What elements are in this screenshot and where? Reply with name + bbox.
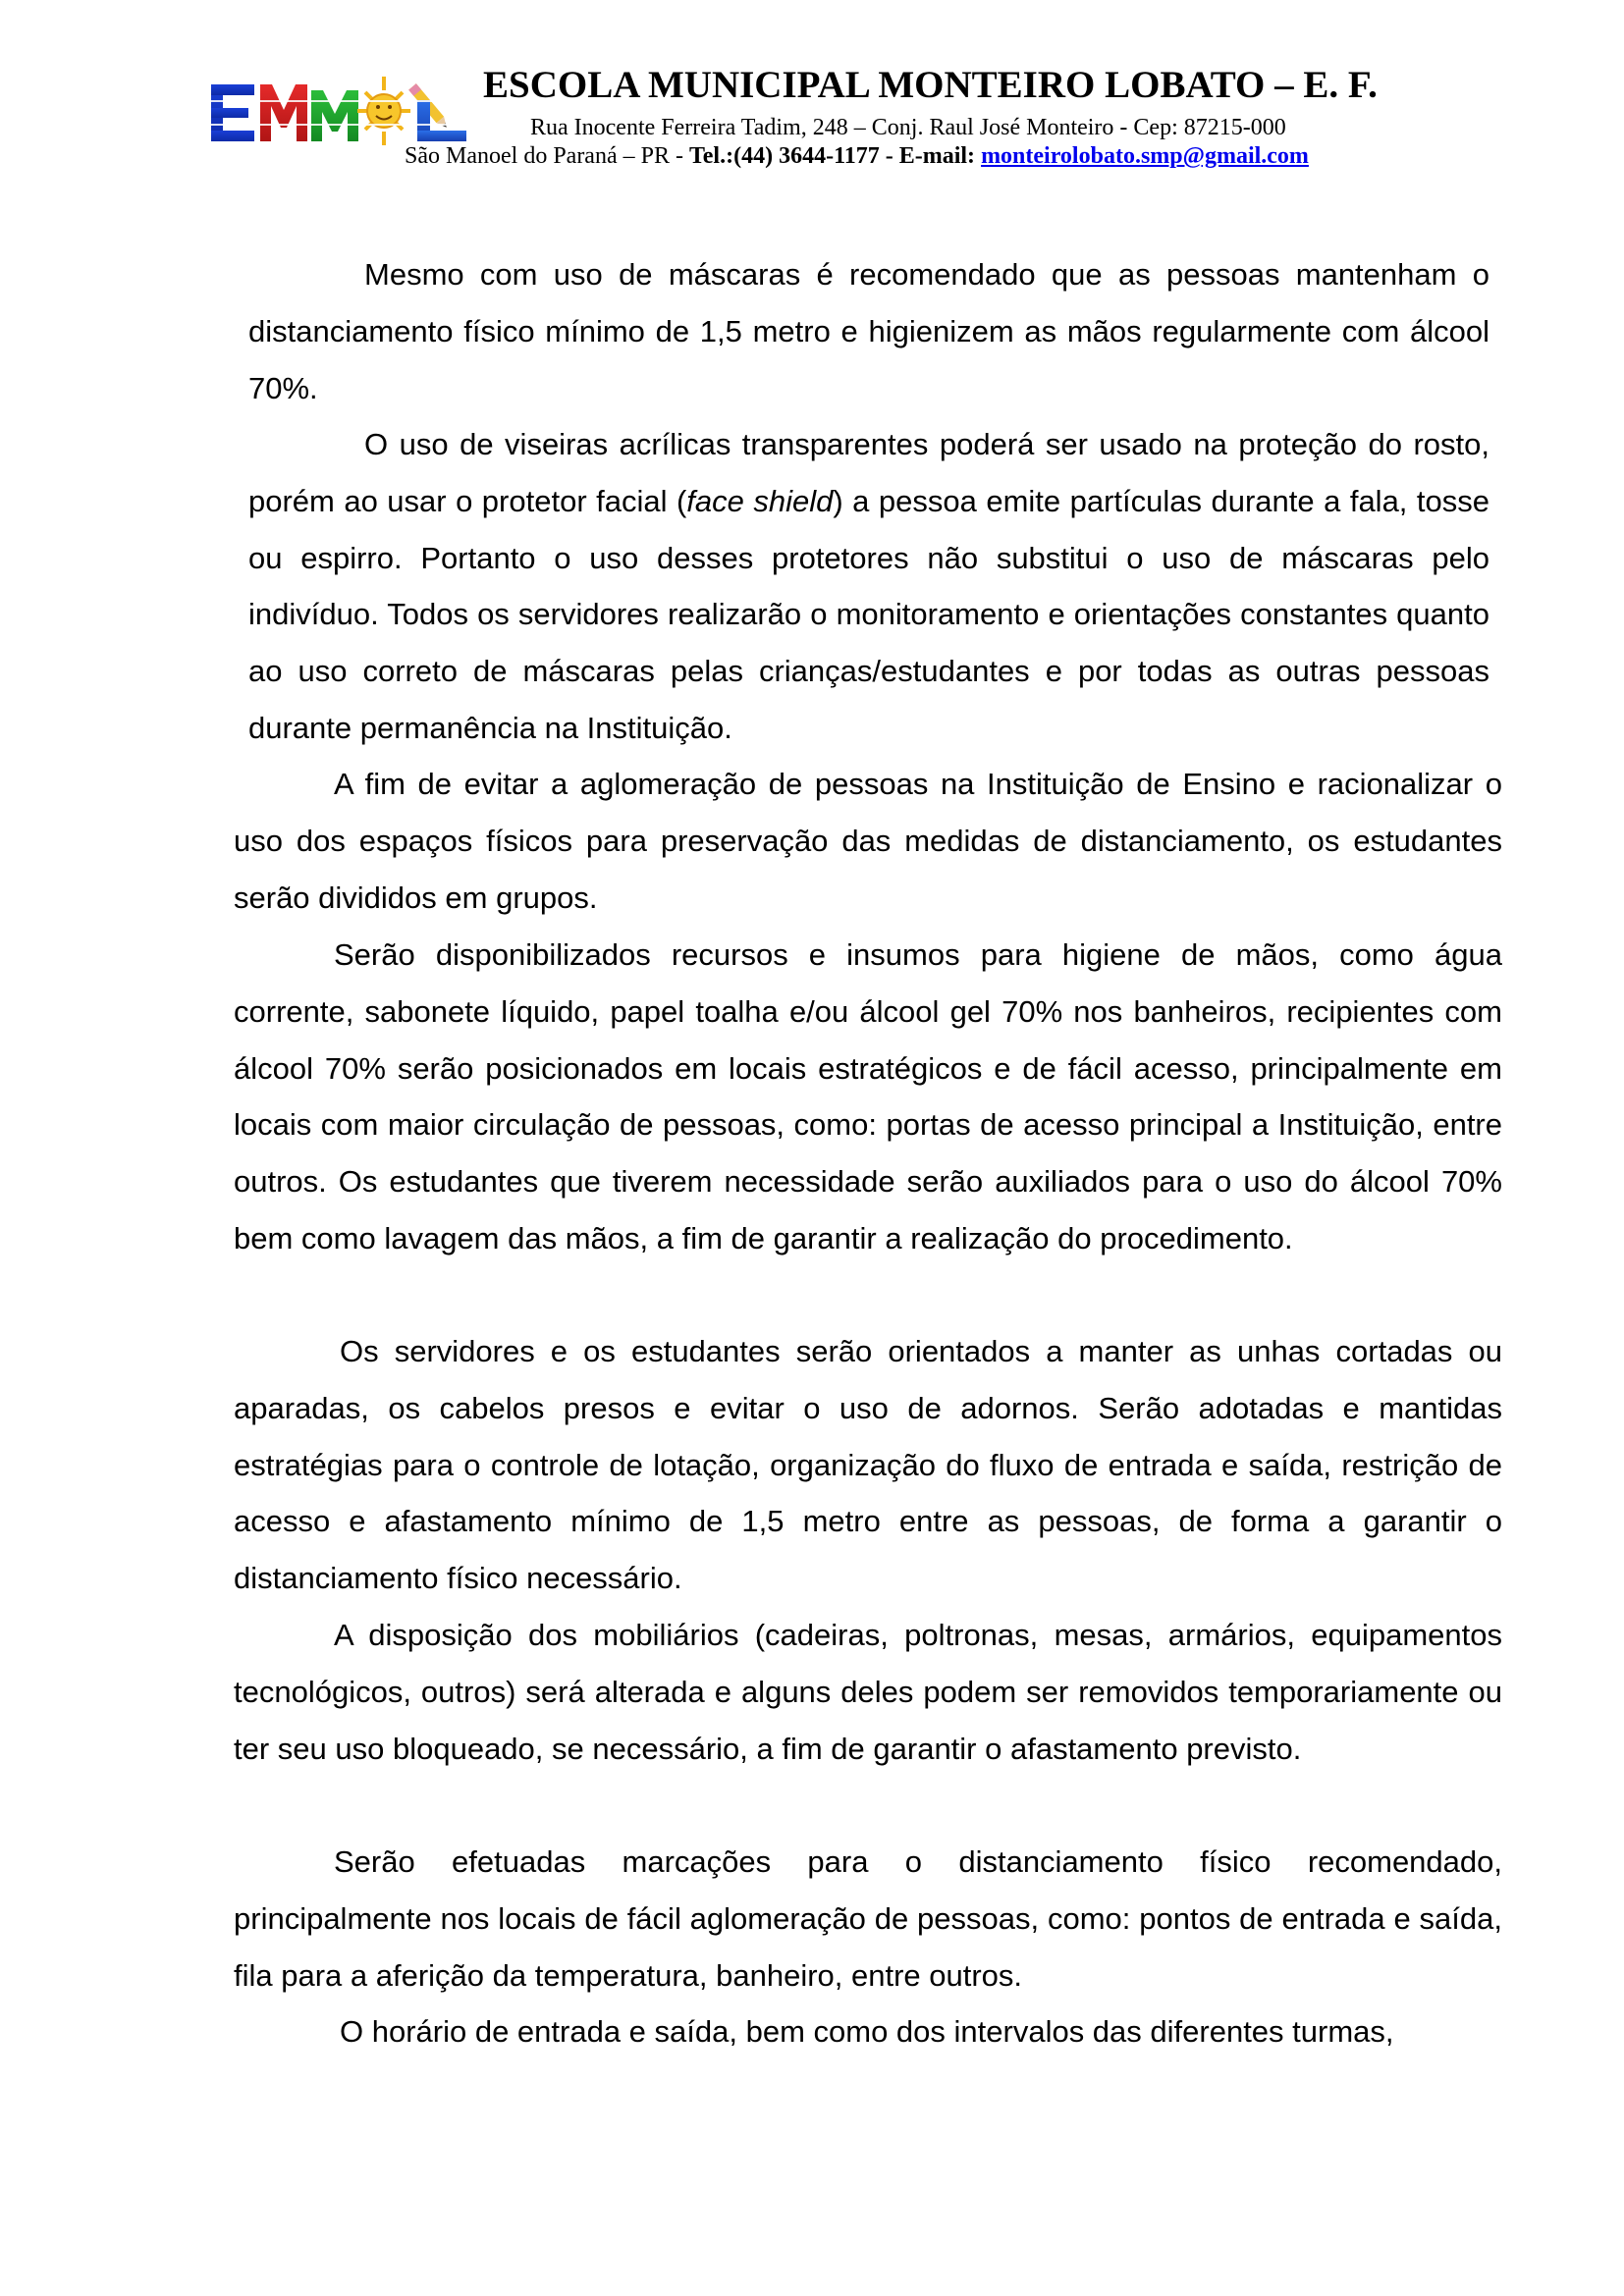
paragraph-schedule: O horário de entrada e saída, bem como dos intervalos das diferentes turmas, — [340, 2014, 1394, 2049]
school-name: ESCOLA MUNICIPAL MONTEIRO LOBATO – E. F. — [483, 64, 1378, 106]
paragraph-masks-distancing: Mesmo com uso de máscaras é recomendado que as pessoas mantenham o distanciamento físico mínimo de 1,5 metro e higienizem as mãos regularmente com álcool 70%. — [248, 257, 1489, 405]
paragraph-furniture: A disposição dos mobiliários (cadeiras, poltronas, mesas, armários, equipamentos tecnológicos, outros) será alterada e alguns deles podem ser removidos temporariamente ou ter seu uso bloqueado, se necessário, a fim de garantir o afastamento previsto. — [234, 1618, 1502, 1766]
face-shield-text-end: ) a pessoa emite partículas durante a fala, tosse ou espirro. Portanto o uso desses protetores não substitui o uso de máscaras pelo indivíduo. Todos os servidores realizarão o monitoramento e orientações constantes quanto ao uso correto de máscaras pelas crianças/estudantes e por todas as outras pessoas durante permanência na Instituição. — [248, 483, 1489, 745]
school-email-link[interactable]: monteirolobato.smp@gmail.com — [981, 143, 1309, 169]
school-logo — [209, 71, 471, 149]
school-contact-line — [405, 143, 1309, 170]
paragraph-nails-hair: Os servidores e os estudantes serão orientados a manter as unhas cortadas ou aparadas, os cabelos presos e evitar o uso de adornos. Serão adotadas e mantidas estratégias para o controle de lotação, organização do fluxo de entrada e saída, restrição de acesso e afastamento mínimo de 1,5 metro entre as pessoas, de forma a garantir o distanciamento físico necessário. — [234, 1334, 1502, 1596]
school-phone: Tel.:(44) 3644-1177 - E-mail: — [688, 143, 982, 169]
paragraph-student-groups: A fim de evitar a aglomeração de pessoas na Instituição de Ensino e racionalizar o uso dos espaços físicos para preservação das medidas de distanciamento, os estudantes serão divididos em grupos. — [234, 767, 1502, 915]
paragraph-face-shield — [248, 416, 1489, 757]
paragraph-floor-markings: Serão efetuadas marcações para o distanciamento físico recomendado, principalmente nos locais de fácil aglomeração de pessoas, como: pontos de entrada e saída, fila para a aferição da temperatura, banheiro, entre outros. — [234, 1844, 1502, 1993]
school-address: Rua Inocente Ferreira Tadim, 248 – Conj. Raul José Monteiro - Cep: 87215-000 — [530, 115, 1286, 140]
school-city: São Manoel do Paraná – PR - — [405, 143, 689, 169]
paragraph-hygiene-supplies: Serão disponibilizados recursos e insumos para higiene de mãos, como água corrente, sabonete líquido, papel toalha e/ou álcool gel 70% nos banheiros, recipientes com álcool 70% serão posicionados em locais estratégicos e de fácil acesso, principalmente em locais com maior circulação de pessoas, como: portas de acesso principal a Instituição, entre outros. Os estudantes que tiverem necessidade serão auxiliados para o uso do álcool 70% bem como lavagem das mãos, a fim de garantir a realização do procedimento. — [234, 937, 1502, 1255]
face-shield-term: face shield — [686, 483, 834, 518]
face-shield-text-start: O uso de viseiras acrílicas transparentes poderá ser usado na proteção do rosto, porém ao usar o protetor facial ( — [248, 427, 1489, 518]
